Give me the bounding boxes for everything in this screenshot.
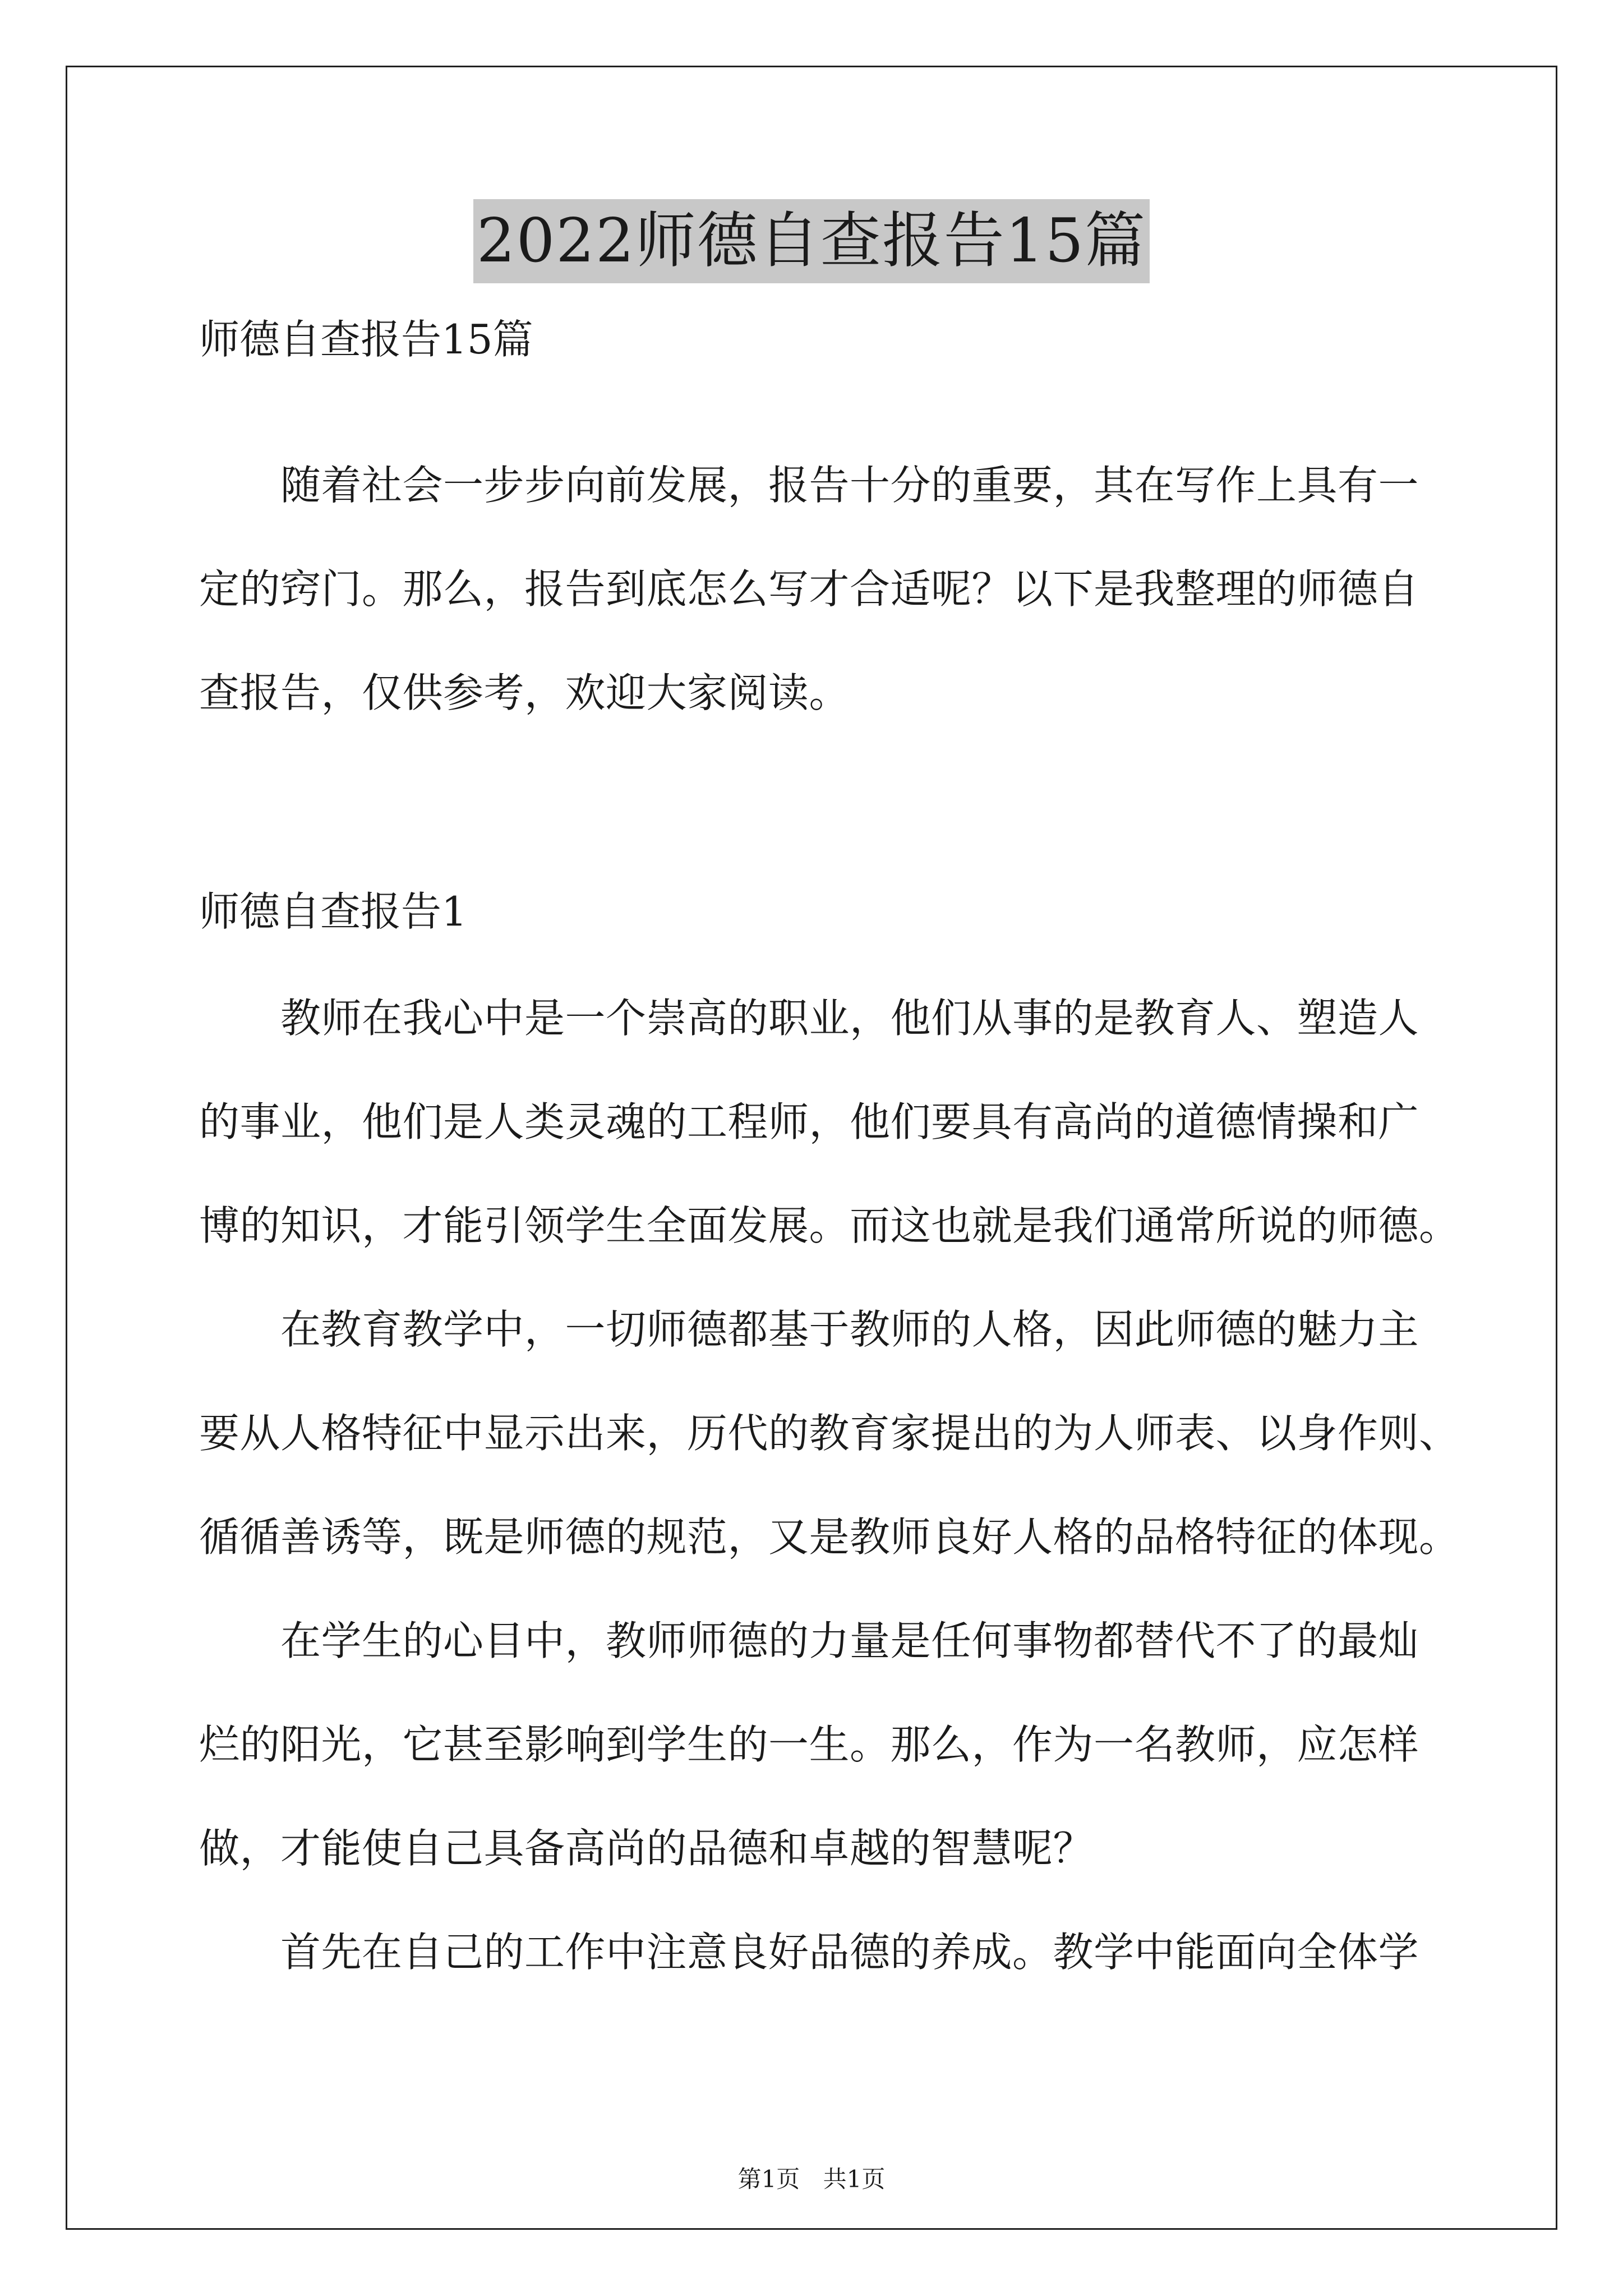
body-line: 烂的阳光，它甚至影响到学生的一生。那么，作为一名教师，应怎样 — [199, 1721, 1419, 1768]
intro-line: 查报告，仅供参考，欢迎大家阅读。 — [199, 669, 850, 716]
body-line: 在学生的心目中，教师师德的力量是任何事物都替代不了的最灿 — [280, 1617, 1419, 1664]
page-footer — [0, 2162, 1623, 2196]
page-total: 共1页 — [823, 2165, 886, 2193]
body-line: 做，才能使自己具备高尚的品德和卓越的智慧呢？ — [199, 1825, 1094, 1872]
section-heading: 师德自查报告1 — [199, 888, 467, 935]
intro-line: 定的窍门。那么，报告到底怎么写才合适呢？以下是我整理的师德自 — [199, 565, 1419, 613]
body-line: 教师在我心中是一个崇高的职业，他们从事的是教育人、塑造人 — [280, 995, 1419, 1042]
intro-line: 随着社会一步步向前发展，报告十分的重要，其在写作上具有一 — [280, 462, 1419, 509]
document-title: 2022师德自查报告15篇 — [473, 199, 1150, 283]
body-line: 博的知识，才能引领学生全面发展。而这也就是我们通常所说的师德。 — [199, 1202, 1460, 1249]
body-line: 循循善诱等，既是师德的规范，又是教师良好人格的品格特征的体现。 — [199, 1513, 1460, 1561]
body-line: 的事业，他们是人类灵魂的工程师，他们要具有高尚的道德情操和广 — [199, 1098, 1419, 1145]
body-line: 要从人格特征中显示出来，历代的教育家提出的为人师表、以身作则、 — [199, 1410, 1460, 1457]
document-subtitle: 师德自查报告15篇 — [199, 316, 533, 363]
title-container — [0, 199, 1623, 283]
page-number: 第1页 — [737, 2165, 800, 2193]
body-line: 首先在自己的工作中注意良好品德的养成。教学中能面向全体学 — [280, 1929, 1419, 1976]
body-line: 在教育教学中，一切师德都基于教师的人格，因此师德的魅力主 — [280, 1306, 1419, 1353]
